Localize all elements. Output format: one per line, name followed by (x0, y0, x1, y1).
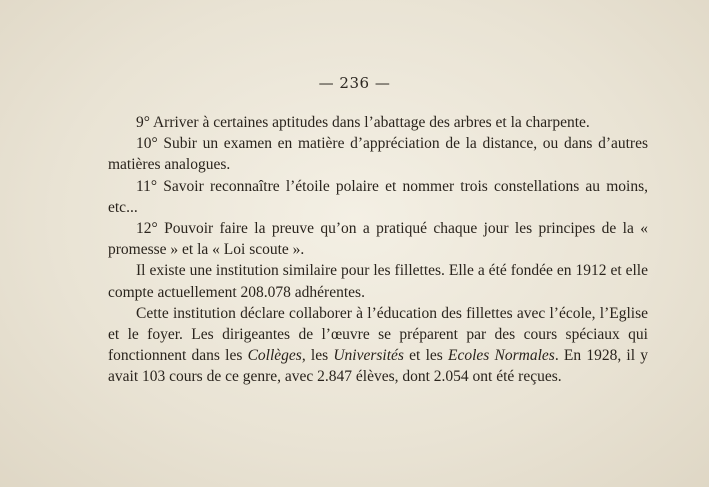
text-segment: , les (301, 347, 334, 365)
text-segment: 11° Savoir reconnaître l’étoile polaire et nommer trois constellations au moins, etc... (108, 177, 648, 216)
text-segment: Cette institution déclare collaborer à l’éducation des fillettes avec l’école, l’Eglise et le foyer. Les dirigeantes de l’œuvre se préparent par des cours spéciaux qui fonctionnent dans les (108, 304, 648, 365)
text-segment: . En 1928, il y avait 103 cours de ce genre, avec 2.847 élèves, dont 2.054 ont été reçues. (108, 347, 648, 386)
text-segment: 12° Pouvoir faire la preuve qu’on a pratiqué chaque jour les principes de la « promesse » et la « Loi scoute ». (108, 220, 648, 259)
italic-term: Collèges (247, 347, 302, 365)
italic-term: Universités (333, 347, 404, 365)
body-text (108, 112, 648, 388)
paragraph-item-10 (108, 133, 648, 175)
text-segment: 10° Subir un examen en matière d’appréciation de la distance, ou dans d’autres matières analogues. (108, 135, 648, 174)
text-segment: Il existe une institution similaire pour les fillettes. Elle a été fondée en 1912 et elle compte actuellement 208.078 adhérentes. (108, 262, 648, 301)
italic-term: Ecoles Normales (448, 347, 555, 365)
text-segment: et les (403, 347, 448, 365)
paragraph-girls-institution (108, 260, 648, 302)
paragraph-collaboration (108, 303, 648, 388)
paragraph-item-9 (108, 112, 648, 133)
paragraph-item-12 (108, 218, 648, 260)
paragraph-item-11 (108, 176, 648, 218)
page-number: — 236 — (318, 74, 391, 92)
text-segment: 9° Arriver à certaines aptitudes dans l’abattage des arbres et la charpente. (136, 114, 590, 131)
